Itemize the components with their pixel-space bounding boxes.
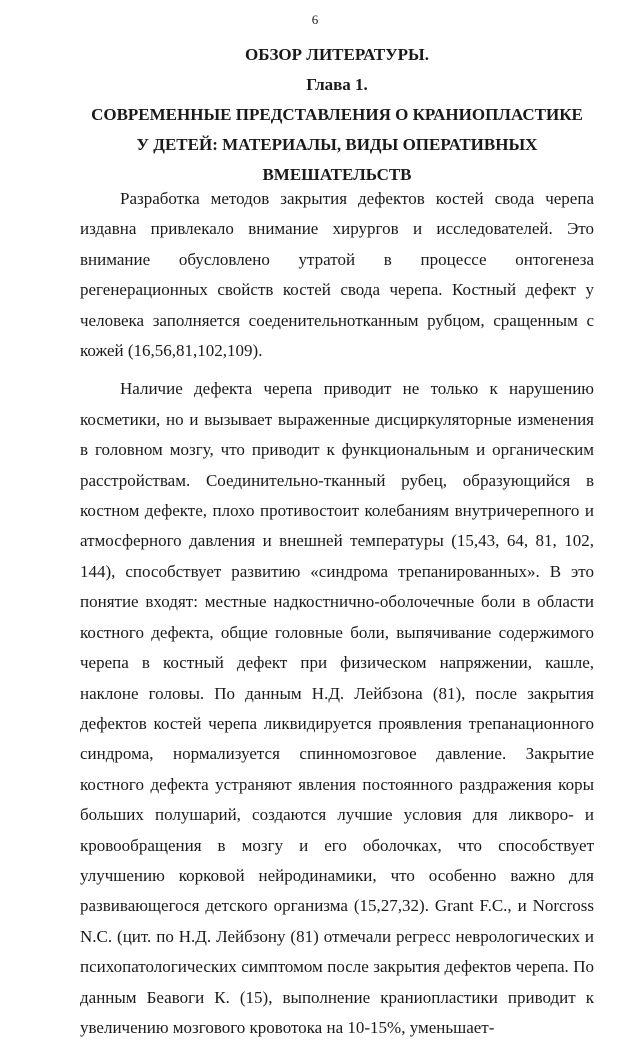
- chapter-heading: Глава 1.: [306, 75, 368, 94]
- body-text: [80, 184, 594, 1043]
- page-number: 6: [311, 12, 319, 27]
- section-heading: ОБЗОР ЛИТЕРАТУРЫ.: [245, 45, 429, 64]
- paragraph-1: Разработка методов закрытия дефектов костей свода черепа издавна привлекало внимание хирургов и исследователей. Это внимание обусловлено утратой в процессе онтогенеза регенерационных свойств костей свода черепа. Костный дефект у человека заполняется соеденительнотканным рубцом, сращенным с кожей (16,56,81,102,109).: [80, 189, 594, 361]
- chapter-title-line-1: СОВРЕМЕННЫЕ ПРЕДСТАВЛЕНИЯ О КРАНИОПЛАСТИКЕ: [91, 105, 583, 124]
- chapter-title-line-2: У ДЕТЕЙ: МАТЕРИАЛЫ, ВИДЫ ОПЕРАТИВНЫХ: [136, 135, 538, 154]
- chapter-title-line-3: ВМЕШАТЕЛЬСТВ: [262, 165, 412, 184]
- paragraph-2: Наличие дефекта черепа приводит не только к нарушению косметики, но и вызывает выраженные дисциркуляторные изменения в головном мозгу, что приводит к функциональным и органическим расстройствам. Соединительно-тканный рубец, образующийся в костном дефекте, плохо противостоит колебаниям внутричерепного и атмосферного давления и внешней температуры (15,43, 64, 81, 102, 144), способствует развитию «синдрома трепанированных». В это понятие входят: местные надкостнично-оболочечные боли в области костного дефекта, общие головные боли, выпячивание содержимого черепа в костный дефект при физическом напряжении, кашле, наклоне головы. По данным Н.Д. Лейбзона (81), после закрытия дефектов костей черепа ликвидируется проявления трепанационного синдрома, нормализуется спинномозговое давление. Закрытие костного дефекта устраняют явления постоянного раздражения коры больших полушарий, создаются лучшие условия для ликворо- и кровообращения в мозгу и его оболочках, что способствует улучшению корковой нейродинамики, что особенно важно для развивающегося детского организма (15,27,32). Grant F.C., и Norcross N.C. (цит. по Н.Д. Лейбзону (81) отмечали регресс неврологических и психопатологических симптомом после закрытия дефектов черепа. По данным Беавоги К. (15), выполнение краниопластики приводит к увеличению мозгового кровотока на 10-15%, уменьшает-: [80, 379, 594, 1037]
- chapter-heading-block: [80, 40, 594, 190]
